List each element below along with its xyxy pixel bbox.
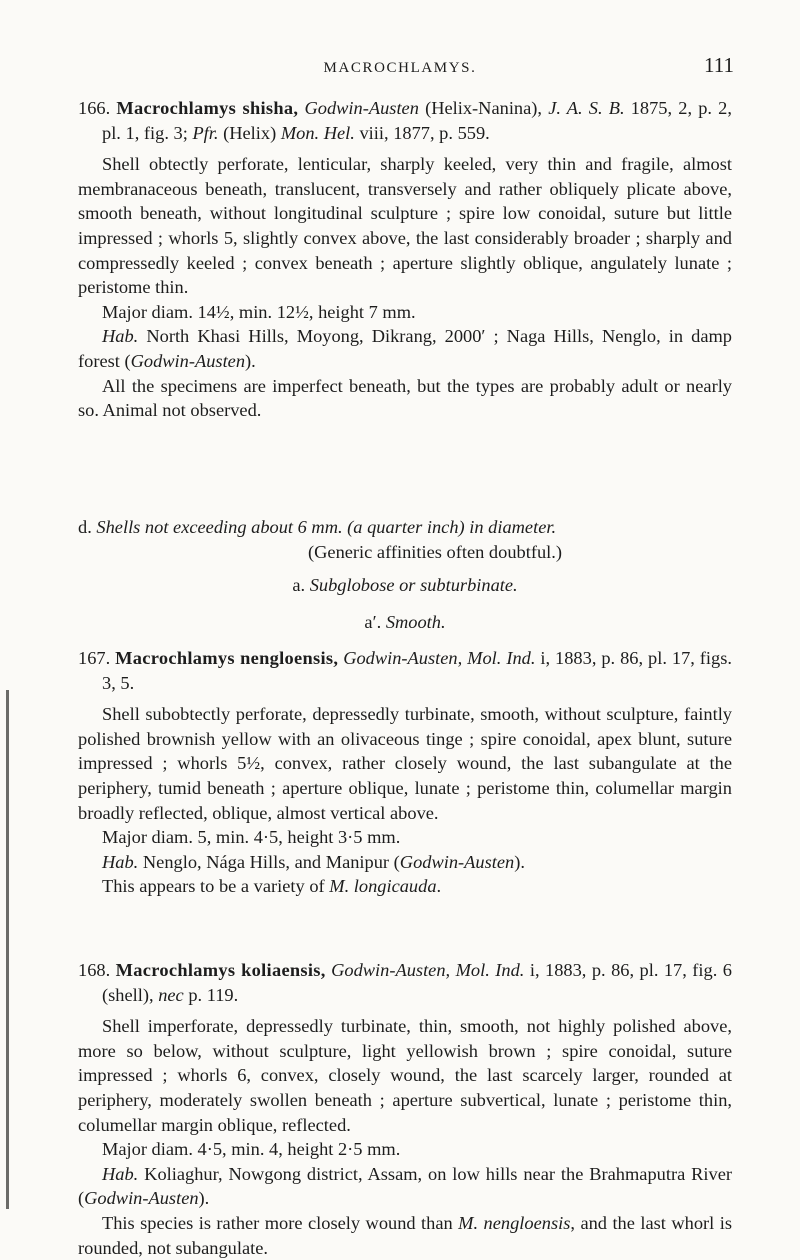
note-text: This species is rather more closely wound than (102, 1212, 459, 1233)
running-header (0, 53, 800, 82)
hab-end: ). (245, 350, 256, 371)
species-166-habitat (78, 324, 732, 373)
journal-ref: Mon. Hel. (280, 122, 355, 143)
note-end: . (436, 876, 442, 897)
group-text: Shells not exceeding about 6 mm. (a quarter inch) in diameter. (96, 517, 557, 537)
hab-label: Hab. (102, 1163, 139, 1184)
species-167-heading (78, 646, 732, 695)
journal-ref: Mol. Ind. (467, 648, 536, 668)
species-167-habitat (78, 850, 732, 875)
species-166-dimensions: Major diam. 14½, min. 12½, height 7 mm. (102, 301, 416, 322)
group-label: a′. (364, 612, 382, 632)
species-168 (78, 958, 732, 1260)
hab-text: North Khasi Hills, Moyong, Dikrang, 2000′ ; Naga Hills, Nenglo, in damp forest ( (78, 326, 732, 371)
species-number: 167. (78, 648, 111, 668)
species-168-dimensions: Major diam. 4·5, min. 4, height 2·5 mm. (102, 1139, 401, 1160)
citation: p. 119. (183, 984, 239, 1005)
synonym: (Helix-Nanina), (418, 98, 543, 118)
citation: 1875, 2, p. 2, pl. 1, fig. 3; (102, 98, 732, 143)
species-166-note: All the specimens are imperfect beneath, but the types are probably adult or nearly so. Animal not observed. (78, 375, 732, 421)
species-166-heading (78, 96, 732, 145)
species-167 (78, 646, 732, 899)
citation: i, 1883, p. 86, pl. 17, figs. 3, 5. (102, 648, 732, 693)
species-167-description: Shell subobtectly perforate, depressedly turbinate, smooth, without sculpture, faintly polished brownish yellow with an olivaceous tinge ; spire conoidal, apex blunt, suture impressed ; whorls 5½, convex, rather closely wound, the last subangulate at the periphery, tumid beneath ; aperture oblique, lunate ; peristome thin, columellar margin broadly reflected, oblique, almost vertical above. (78, 704, 732, 823)
group-a-heading (78, 573, 732, 598)
species-ref: M. nengloensis (458, 1212, 571, 1233)
species-name: Macrochlamys shisha, (116, 98, 299, 118)
citation: viii, 1877, p. 559. (354, 122, 490, 143)
hab-text: Nenglo, Nága Hills, and Manipur ( (138, 851, 400, 872)
running-title: MACROCHLAMYS. (323, 60, 477, 76)
group-label: d. (78, 517, 92, 537)
nec: nec (158, 984, 184, 1005)
species-167-dimensions: Major diam. 5, min. 4·5, height 3·5 mm. (102, 827, 401, 848)
group-a (78, 573, 732, 598)
species-166 (78, 96, 732, 423)
group-d-heading (78, 515, 732, 540)
group-text: Smooth. (385, 612, 446, 632)
note-text: This appears to be a variety of (102, 876, 330, 897)
group-d-note: (Generic affinities often doubtful.) (308, 541, 562, 562)
hab-author: Godwin-Austen (130, 350, 246, 371)
hab-label: Hab. (102, 326, 139, 347)
author: Godwin-Austen, (343, 648, 463, 668)
species-168-description: Shell imperforate, depressedly turbinate, thin, smooth, not highly polished above, more so below, without sculpture, light yellowish brown ; spire conoidal, suture impressed ; whorls 6, convex, closely wound, the last scarcely larger, rounded at periphery, moderately swollen beneath ; aperture subvertical, lunate ; peristome thin, columellar margin oblique, reflected. (78, 1016, 732, 1135)
species-ref: M. longicauda (329, 876, 437, 897)
hab-label: Hab. (102, 851, 139, 872)
species-168-habitat (78, 1162, 732, 1211)
author: Godwin-Austen, (331, 960, 451, 980)
species-168-heading (78, 958, 732, 1007)
group-d (78, 515, 732, 564)
group-label: a. (292, 575, 306, 595)
species-name: Macrochlamys koliaensis, (115, 960, 326, 980)
hab-text: Koliaghur, Nowgong district, Assam, on low hills near the Brahmaputra River ( (78, 1163, 732, 1209)
species-number: 168. (78, 960, 111, 980)
species-166-description: Shell obtectly perforate, lenticular, sharply keeled, very thin and fragile, almost membranaceous beneath, translucent, transversely and rather obliquely plicate above, smooth beneath, without longitudinal sculpture ; spire low conoidal, suture but little impressed ; whorls 5, slightly convex above, the last considerably broader ; sharply and compressedly keeled ; convex beneath ; aperture slightly oblique, angulately lunate ; peristome thin. (78, 154, 732, 298)
species-name: Macrochlamys nengloensis, (115, 648, 339, 668)
journal-ref: J. A. S. B. (548, 98, 625, 118)
hab-end: ). (198, 1188, 210, 1209)
author-abbrev: Pfr. (192, 122, 219, 143)
group-a1-heading (78, 610, 732, 635)
page-number: 111 (704, 53, 734, 77)
citation: (Helix) (218, 122, 277, 143)
hab-author: Godwin-Austen (399, 851, 515, 872)
hab-author: Godwin-Austen (84, 1188, 199, 1209)
author: Godwin-Austen (304, 98, 419, 118)
species-168-note (78, 1211, 732, 1260)
page-edge-shadow (6, 690, 9, 1209)
group-a1 (78, 610, 732, 635)
citation: i, 1883, p. 86, pl. 17, fig. 6 (shell), (102, 960, 732, 1005)
group-text: Subglobose or subturbinate. (309, 575, 518, 595)
note-end: , and the last whorl is rounded, not subangulate. (78, 1212, 732, 1258)
species-167-note (78, 874, 732, 899)
hab-end: ). (514, 851, 525, 872)
species-number: 166. (78, 98, 111, 118)
journal-ref: Mol. Ind. (455, 960, 525, 980)
